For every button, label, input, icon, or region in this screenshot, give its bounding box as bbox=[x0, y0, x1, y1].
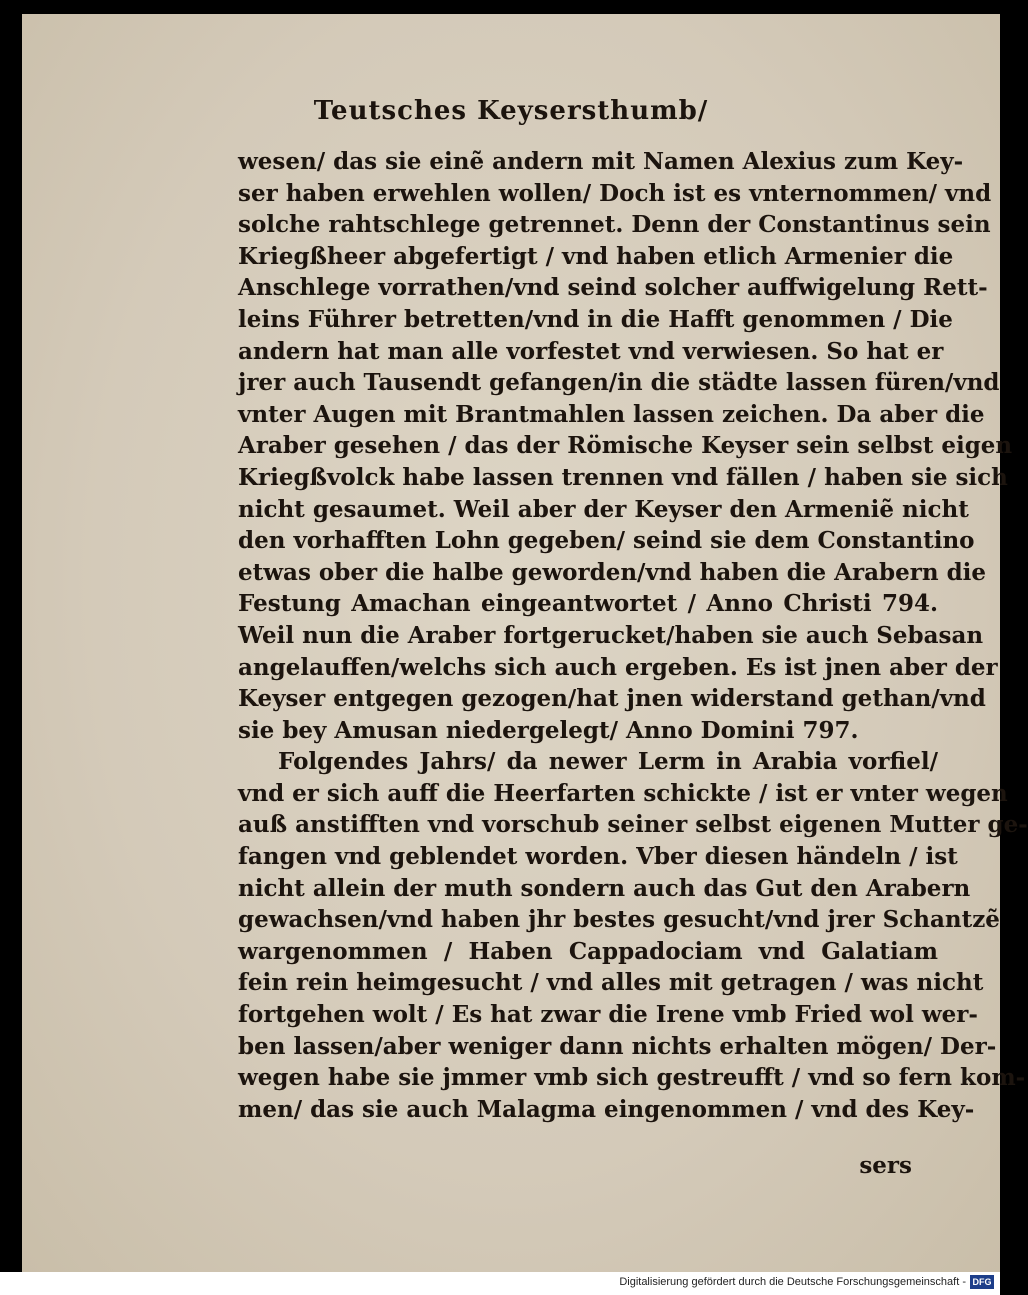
page-text bbox=[238, 146, 1028, 1125]
text-line: etwas ober die halbe geworden/vnd haben die Arabern die bbox=[238, 558, 987, 586]
text-line: wegen habe sie jmmer vmb sich gestreufft / vnd so fern kom- bbox=[238, 1064, 1026, 1092]
book-page bbox=[22, 14, 1028, 1272]
catchword: sers bbox=[859, 1152, 912, 1179]
text-line: leins Führer betretten/vnd in die Hafft genommen / Die bbox=[238, 305, 953, 333]
text-line: gewachsen/vnd haben jhr bestes gesucht/vnd jrer Schantzẽ bbox=[238, 906, 1000, 934]
funding-credit: Digitalisierung gefördert durch die Deutsche Forschungsgemeinschaft - bbox=[619, 1276, 966, 1288]
text-line: jrer auch Tausendt gefangen/in die städte lassen füren/vnd bbox=[238, 369, 1000, 397]
text-line: Araber gesehen / das der Römische Keyser sein selbst eigen bbox=[238, 432, 1013, 460]
text-line: solche rahtschlege getrennet. Denn der Constantinus sein bbox=[238, 211, 991, 239]
footer-bar bbox=[0, 1272, 1000, 1295]
text-line: vnter Augen mit Brantmahlen lassen zeichen. Da aber die bbox=[238, 400, 985, 428]
text-line: Festung Amachan eingeantwortet / Anno Christi 794. bbox=[238, 590, 938, 618]
text-line: Folgendes Jahrs/ da newer Lerm in Arabia vorfiel/ bbox=[278, 748, 938, 776]
text-line: Anschlege vorrathen/vnd seind solcher auffwigelung Rett- bbox=[238, 274, 988, 302]
text-line: den vorhafften Lohn gegeben/ seind sie dem Constantino bbox=[238, 527, 975, 555]
text-line: Kriegßheer abgefertigt / vnd haben etlich Armenier die bbox=[238, 242, 954, 270]
text-line: Weil nun die Araber fortgerucket/haben sie auch Sebasan bbox=[238, 621, 984, 649]
text-line: auß anstifften vnd vorschub seiner selbst eigenen Mutter ge- bbox=[238, 811, 1028, 839]
text-line: fortgehen wolt / Es hat zwar die Irene vmb Fried wol wer- bbox=[238, 1001, 978, 1029]
text-line: Kriegßvolck habe lassen trennen vnd fällen / haben sie sich bbox=[238, 463, 1008, 491]
dfg-logo: DFG bbox=[970, 1275, 994, 1289]
text-line: nicht allein der muth sondern auch das Gut den Arabern bbox=[238, 874, 971, 902]
text-line: nicht gesaumet. Weil aber der Keyser den Armeniẽ nicht bbox=[238, 495, 969, 523]
text-line: andern hat man alle vorfestet vnd verwiesen. So hat er bbox=[238, 337, 944, 365]
text-line: vnd er sich auff die Heerfarten schickte / ist er vnter wegen bbox=[238, 779, 1008, 807]
text-line: sie bey Amusan niedergelegt/ Anno Domini 797. bbox=[238, 716, 859, 744]
text-line: fein rein heimgesucht / vnd alles mit getragen / was nicht bbox=[238, 969, 984, 997]
text-line: Keyser entgegen gezogen/hat jnen widerstand gethan/vnd bbox=[238, 685, 986, 713]
text-line: ser haben erwehlen wollen/ Doch ist es vnternommen/ vnd bbox=[238, 179, 992, 207]
text-line: ben lassen/aber weniger dann nichts erhalten mögen/ Der- bbox=[238, 1032, 997, 1060]
text-line: wesen/ das sie einẽ andern mit Namen Alexius zum Key- bbox=[238, 148, 964, 175]
text-line: angelauffen/welchs sich auch ergeben. Es ist jnen aber der bbox=[238, 653, 998, 681]
text-line: wargenommen / Haben Cappadociam vnd Galatiam bbox=[238, 937, 938, 965]
running-header: Teutsches Keysersthumb/ bbox=[313, 96, 709, 126]
text-line: fangen vnd geblendet worden. Vber diesen händeln / ist bbox=[238, 843, 958, 871]
text-line: men/ das sie auch Malagma eingenommen / vnd des Key- bbox=[238, 1095, 975, 1123]
